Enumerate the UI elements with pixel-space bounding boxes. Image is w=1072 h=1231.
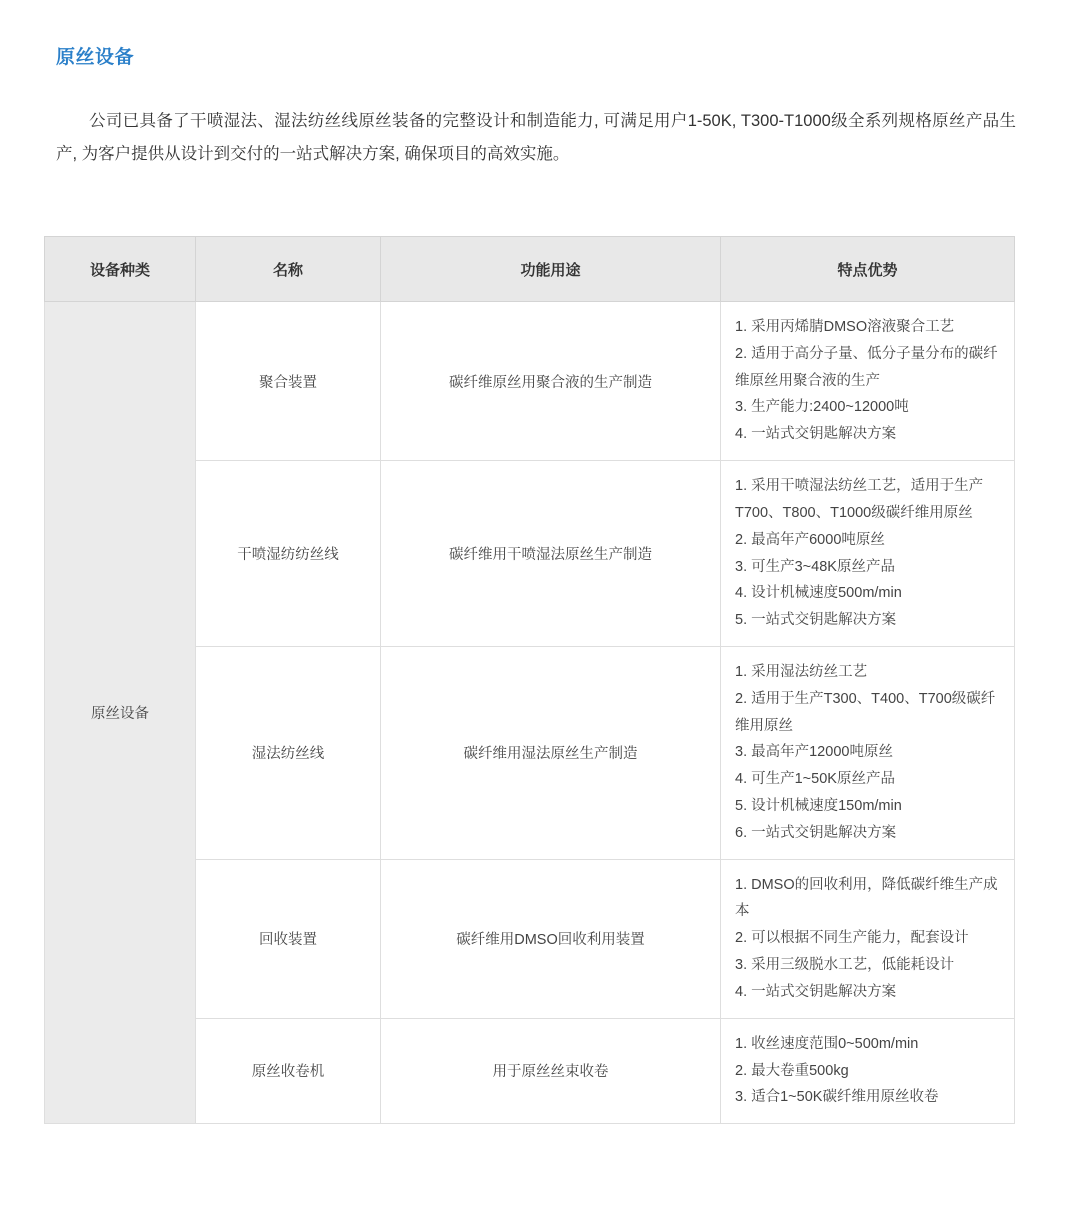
feature-line: 4. 可生产1~50K原丝产品 bbox=[735, 771, 895, 788]
row-name: 原丝收卷机 bbox=[196, 1018, 381, 1123]
table-body bbox=[45, 302, 1015, 1124]
header-category: 设备种类 bbox=[45, 237, 196, 302]
feature-line: 2. 适用于生产T300、T400、T700级碳纤维用原丝 bbox=[735, 690, 996, 734]
feature-line: 1. 采用干喷湿法纺丝工艺，适用于生产T700、T800、T1000级碳纤维用原丝 bbox=[735, 478, 984, 521]
row-name: 聚合装置 bbox=[196, 302, 381, 461]
feature-line: 1. 收丝速度范围0~500m/min bbox=[735, 1035, 919, 1052]
feature-line: 3. 生产能力:2400~12000吨 bbox=[735, 399, 909, 416]
row-name: 回收装置 bbox=[196, 859, 381, 1018]
feature-line: 4. 设计机械速度500m/min bbox=[735, 585, 902, 602]
row-features bbox=[721, 859, 1015, 1018]
feature-line: 3. 采用三级脱水工艺，低能耗设计 bbox=[735, 957, 955, 974]
row-features bbox=[721, 302, 1015, 461]
row-features bbox=[721, 1018, 1015, 1123]
row-name: 湿法纺丝线 bbox=[196, 646, 381, 859]
feature-line: 3. 可生产3~48K原丝产品 bbox=[735, 558, 895, 575]
feature-line: 2. 适用于高分子量、低分子量分布的碳纤维原丝用聚合液的生产 bbox=[735, 345, 998, 389]
feature-line: 6. 一站式交钥匙解决方案 bbox=[735, 824, 897, 841]
category-cell: 原丝设备 bbox=[45, 302, 196, 1124]
feature-line: 2. 最高年产6000吨原丝 bbox=[735, 531, 885, 548]
feature-line: 3. 适合1~50K碳纤维用原丝收卷 bbox=[735, 1089, 939, 1106]
feature-line: 3. 最高年产12000吨原丝 bbox=[735, 744, 893, 761]
feature-line: 5. 设计机械速度150m/min bbox=[735, 798, 902, 814]
feature-line: 1. DMSO的回收利用，降低碳纤维生产成本 bbox=[735, 876, 998, 920]
row-usage: 碳纤维原丝用聚合液的生产制造 bbox=[381, 302, 721, 461]
page-title: 原丝设备 bbox=[56, 47, 135, 68]
header-usage: 功能用途 bbox=[381, 237, 721, 302]
equipment-table bbox=[44, 236, 1015, 1124]
header-features: 特点优势 bbox=[721, 237, 1015, 302]
table-row bbox=[45, 302, 1015, 461]
table-header-row bbox=[45, 237, 1015, 302]
feature-line: 4. 一站式交钥匙解决方案 bbox=[735, 983, 897, 1000]
row-features bbox=[721, 646, 1015, 859]
row-usage: 用于原丝丝束收卷 bbox=[381, 1018, 721, 1123]
intro-paragraph: 公司已具备了干喷湿法、湿法纺丝线原丝装备的完整设计和制造能力, 可满足用户1-50K, T300-T1000级全系列规格原丝产品生产, 为客户提供从设计到交付的一站式解决方案, 确保项目的高效实施。 bbox=[56, 111, 1016, 163]
feature-line: 4. 一站式交钥匙解决方案 bbox=[735, 426, 897, 443]
row-usage: 碳纤维用DMSO回收利用装置 bbox=[381, 859, 721, 1018]
feature-line: 2. 最大卷重500kg bbox=[735, 1062, 849, 1079]
feature-line: 5. 一站式交钥匙解决方案 bbox=[735, 612, 897, 629]
feature-line: 1. 采用丙烯腈DMSO溶液聚合工艺 bbox=[735, 319, 955, 335]
feature-line: 1. 采用湿法纺丝工艺 bbox=[735, 663, 868, 680]
row-usage: 碳纤维用湿法原丝生产制造 bbox=[381, 646, 721, 859]
feature-line: 2. 可以根据不同生产能力，配套设计 bbox=[735, 930, 969, 947]
header-name: 名称 bbox=[196, 237, 381, 302]
row-features bbox=[721, 461, 1015, 647]
row-name: 干喷湿纺纺丝线 bbox=[196, 461, 381, 647]
row-usage: 碳纤维用干喷湿法原丝生产制造 bbox=[381, 461, 721, 647]
